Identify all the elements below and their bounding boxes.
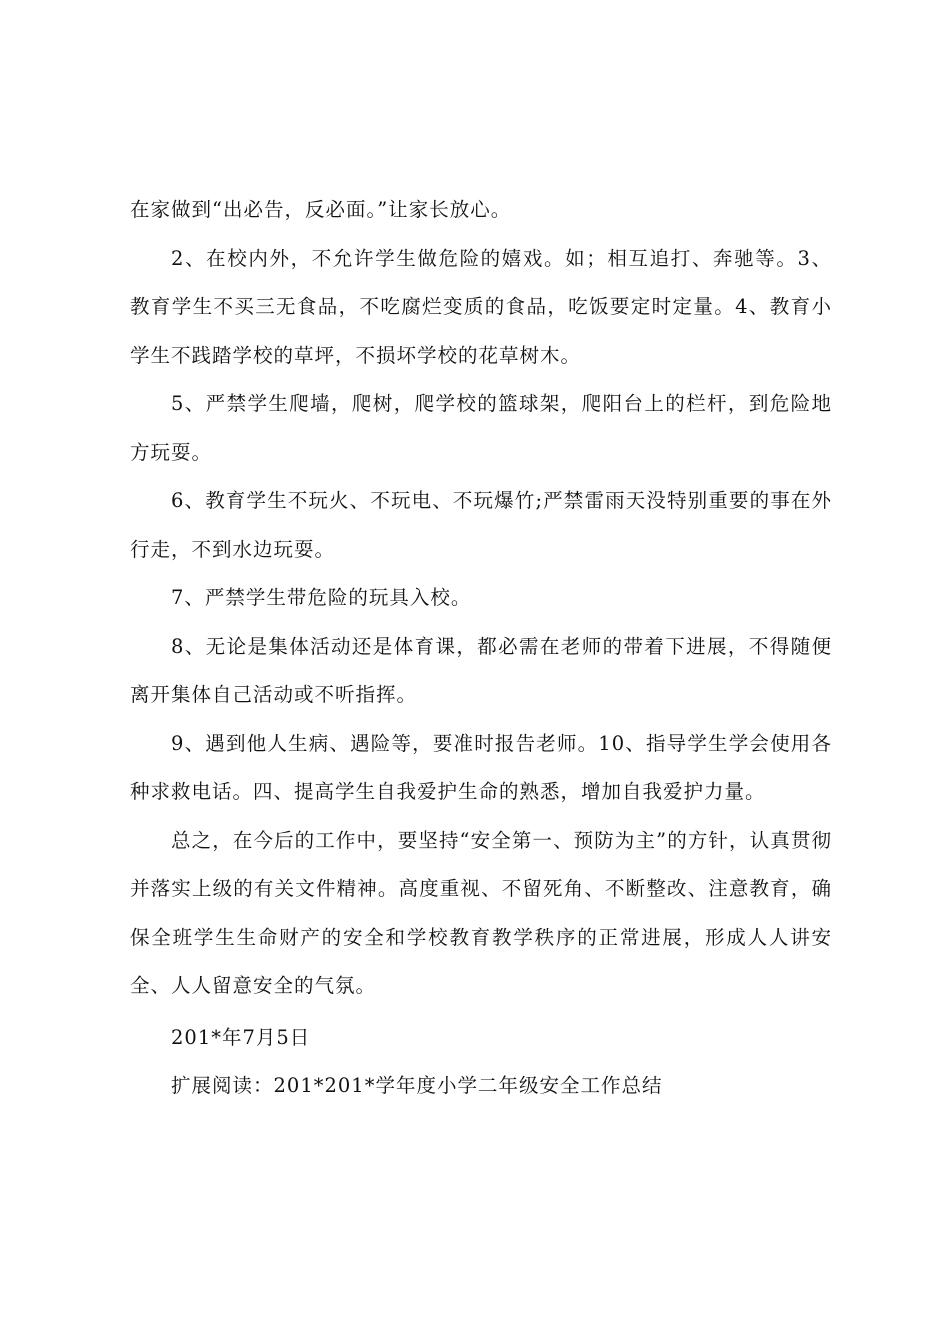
paragraph-item-2: 2、在校内外，不允许学生做危险的嬉戏。如；相互追打、奔驰等。3、教育学生不买三无食品，不吃腐烂变质的食品，吃饭要定时定量。4、教育小学生不践踏学校的草坪，不损坏学校的花草树木。 [130,246,832,367]
further-reading-link[interactable]: 扩展阅读：201*201*学年度小学二年级安全工作总结 [171,1074,663,1097]
paragraph-summary: 总之，在今后的工作中，要坚持“安全第一、预防为主”的方针，认真贯彻并落实上级的有关文件精神。高度重视、不留死角、不断整改、注意教育，确保全班学生生命财产的安全和学校教育教学秩序的正常进展，形成人人讲安全、人人留意安全的气氛。 [130,828,832,997]
paragraph-item-7: 7、严禁学生带危险的玩具入校。 [171,586,472,609]
document-body [130,186,832,1111]
paragraph-continuation: 在家做到“出必告，反必面。”让家长放心。 [130,198,512,221]
paragraph-item-9: 9、遇到他人生病、遇险等，要准时报告老师。10、指导学生学会使用各种求救电话。四、提高学生自我爱护生命的熟悉，增加自我爱护力量。 [130,731,832,803]
paragraph-item-6: 6、教育学生不玩火、不玩电、不玩爆竹;严禁雷雨天没特别重要的事在外行走，不到水边玩耍。 [130,489,832,561]
paragraph-item-5: 5、严禁学生爬墙，爬树，爬学校的篮球架，爬阳台上的栏杆，到危险地方玩耍。 [130,392,832,464]
document-date: 201*年7月5日 [171,1025,311,1049]
paragraph-item-8: 8、无论是集体活动还是体育课，都必需在老师的带着下进展，不得随便离开集体自己活动或不听指挥。 [130,634,832,706]
